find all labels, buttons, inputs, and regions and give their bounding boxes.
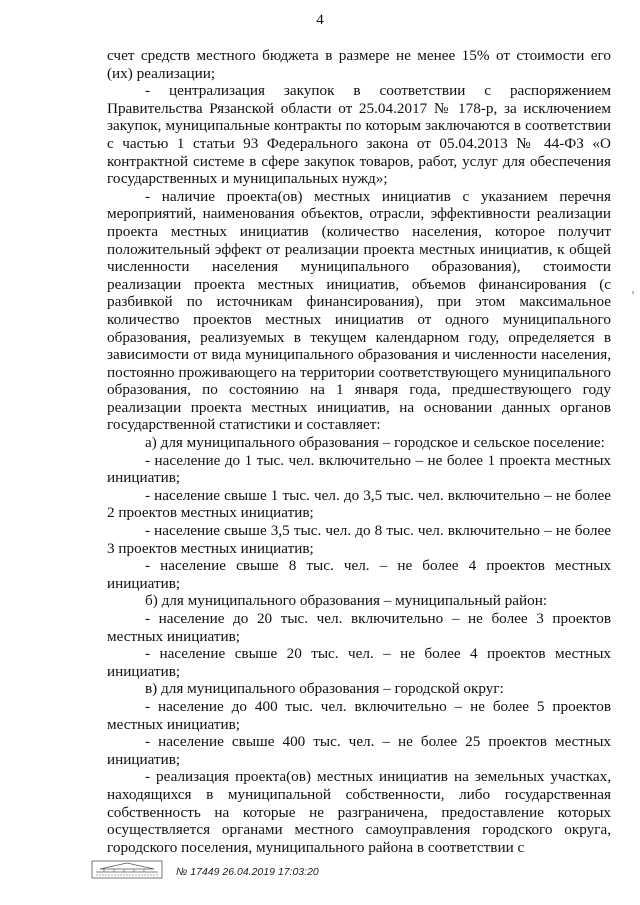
- paragraph: - реализация проекта(ов) местных инициатив на земельных участках, находящихся в муниципальной собственности, либо государственная собственность на которые не разграничена, предоставление которых осуществляется органами местного самоуправления городского округа, городского поселения, муниципального района в соответствии с: [107, 768, 611, 856]
- document-body: [107, 47, 611, 856]
- paragraph: - наличие проекта(ов) местных инициатив с указанием перечня мероприятий, наименования объектов, отрасли, эффективности реализации проекта местных инициатив (количество населения, которое получит положительный эффект от реализации проекта местных инициатив, к общей численности населения муниципального образования), стоимости реализации проекта местных инициатив, объемов финансирования (с разбивкой по источникам финансирования), при этом максимальное количество проектов местных инициатив от одного муниципального образования, реализуемых в текущем календарном году, определяется в зависимости от вида муниципального образования и численности населения, постоянно проживающего на территории соответствующего муниципального образования, по состоянию на 1 января года, предшествующего году реализации проекта местных инициатив, на основании данных органов государственной статистики и составляет:: [107, 187, 611, 434]
- paragraph: - население свыше 3,5 тыс. чел. до 8 тыс. чел. включительно – не более 3 проектов местных инициатив;: [107, 522, 611, 557]
- paragraph: а) для муниципального образования – городское и сельское поселение:: [145, 434, 605, 452]
- registration-stamp: № 17449 26.04.2019 17:03:20: [176, 866, 319, 878]
- paragraph: в) для муниципального образования – городской округ:: [145, 680, 504, 698]
- paragraph: счет средств местного бюджета в размере не менее 15% от стоимости его (их) реализации;: [107, 47, 611, 82]
- paragraph: - население до 20 тыс. чел. включительно – не более 3 проектов местных инициатив;: [107, 610, 611, 645]
- margin-mark: ': [632, 288, 635, 302]
- paragraph: б) для муниципального образования – муниципальный район:: [145, 592, 548, 610]
- footer: [90, 860, 490, 882]
- paragraph: - население свыше 1 тыс. чел. до 3,5 тыс. чел. включительно – не более 2 проектов местных инициатив;: [107, 486, 611, 522]
- registry-logo-icon: [90, 860, 164, 880]
- paragraph: - население свыше 400 тыс. чел. – не более 25 проектов местных инициатив;: [107, 733, 611, 768]
- paragraph: - население свыше 20 тыс. чел. – не более 4 проектов местных инициатив;: [107, 645, 611, 680]
- page-number: 4: [316, 12, 324, 28]
- paragraph: - население свыше 8 тыс. чел. – не более 4 проектов местных инициатив;: [107, 557, 611, 592]
- paragraph: - население до 400 тыс. чел. включительно – не более 5 проектов местных инициатив;: [107, 697, 611, 733]
- paragraph: - централизация закупок в соответствии с распоряжением Правительства Рязанской области от 25.04.2017 № 178-р, за исключением закупок, муниципальные контракты по которым заключаются в соответствии с частью 1 статьи 93 Федерального закона от 05.04.2013 № 44-ФЗ «О контрактной системе в сфере закупок товаров, работ, услуг для обеспечения государственных и муниципальных нужд»;: [107, 82, 611, 188]
- paragraph: - население до 1 тыс. чел. включительно – не более 1 проекта местных инициатив;: [107, 451, 611, 487]
